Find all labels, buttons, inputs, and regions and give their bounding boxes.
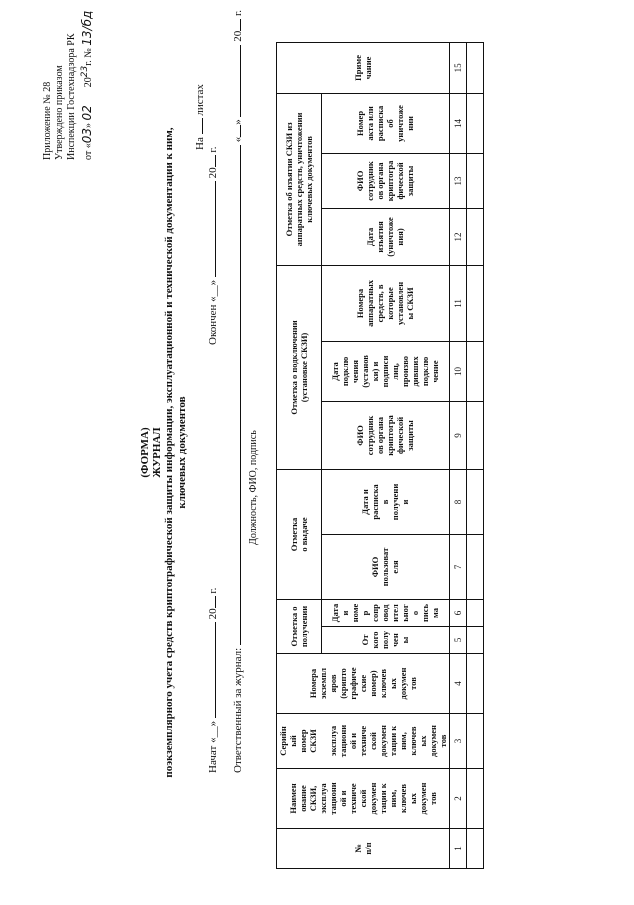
inspection-name: Инспекции Гостехнадзора РК <box>66 33 77 160</box>
sheets-line: На листах <box>194 84 206 150</box>
handwritten-month: 02 <box>80 105 94 121</box>
group-connection: Отметка о подключении (установке СКЗИ) <box>277 265 322 469</box>
journal-table <box>276 42 484 869</box>
col-withdraw-date: Дата изъятия (уничтоже ния) <box>321 208 449 265</box>
col-serial: Серийн ый номер СКЗИ эксплуа тациони ой и техниче ской докумен тации к ним, ключев ых докумен тов <box>277 714 450 769</box>
responsible-caption: Должность, ФИО, подпись <box>248 430 259 545</box>
responsible-line: Ответственный за журнал: «» 20 г. <box>232 10 244 773</box>
group-receipt: Отметка о получении <box>277 599 322 653</box>
column-numbers-row: 1 2 3 4 5 6 7 8 9 10 11 12 13 14 15 <box>450 42 467 868</box>
col-from-whom: От кого полу чен ы <box>321 627 449 654</box>
col-employee-withdraw: ФИО сотрудник ов органа криптогра фической защиты <box>321 153 449 208</box>
col-user-name: ФИО пользоват еля <box>321 534 449 599</box>
handwritten-order-number: 13/бд <box>80 10 94 46</box>
group-issue: Отметка о выдаче <box>277 469 322 599</box>
journal-label: ЖУРНАЛ <box>151 427 163 478</box>
journal-title-line2: ключевых документов <box>176 396 188 509</box>
col-note: Приме чание <box>277 42 450 93</box>
empty-row <box>467 42 484 868</box>
handwritten-day: 03 <box>80 127 94 144</box>
journal-title-line1: поэкземплярного учета средств криптографической защиты информации, эксплуатационной и технической документации к ним, <box>163 127 175 778</box>
form-label: (ФОРМА) <box>139 427 151 478</box>
col-number: № п/п <box>277 829 450 869</box>
col-employee-connect: ФИО сотрудник ов органа криптогра фической защиты <box>321 401 449 469</box>
col-instance-numbers: Номера экземпл яров (крипто графиче ские номер) ключев ых докумен тов <box>277 654 450 714</box>
approved-by: Утверждено приказом <box>54 65 65 160</box>
col-date-receipt: Дата и расписка в получени и <box>321 469 449 534</box>
col-date-connect: Дата подклю чения (установ ки) и подписи лиц, произво дивших подклю чение <box>321 341 449 401</box>
col-date-number: Дата и номе р сопр овод ител ьног о пись ма <box>321 599 449 626</box>
group-withdrawal: Отметка об изъятии СКЗИ из аппаратных средств, уничтожении ключевых документов <box>277 93 322 265</box>
col-name: Наимен ование СКЗИ, эксплуа тациони ой и техниче ской докумен тации к ним, ключев ых докумен тов <box>277 769 450 829</box>
col-act-number: Номер акта или расписка об уничтоже нии <box>321 93 449 153</box>
started-line: Начат «__» 20 г. <box>207 587 219 773</box>
annex-number: Приложение № 28 <box>42 81 53 160</box>
order-date-line: от «03» 022023г. № 13/бд <box>80 10 94 160</box>
col-hardware-numbers: Номера аппаратных средств, в которые установлен ы СКЗИ <box>321 265 449 341</box>
finished-line: Окончен «__» 20 г. <box>207 146 219 345</box>
